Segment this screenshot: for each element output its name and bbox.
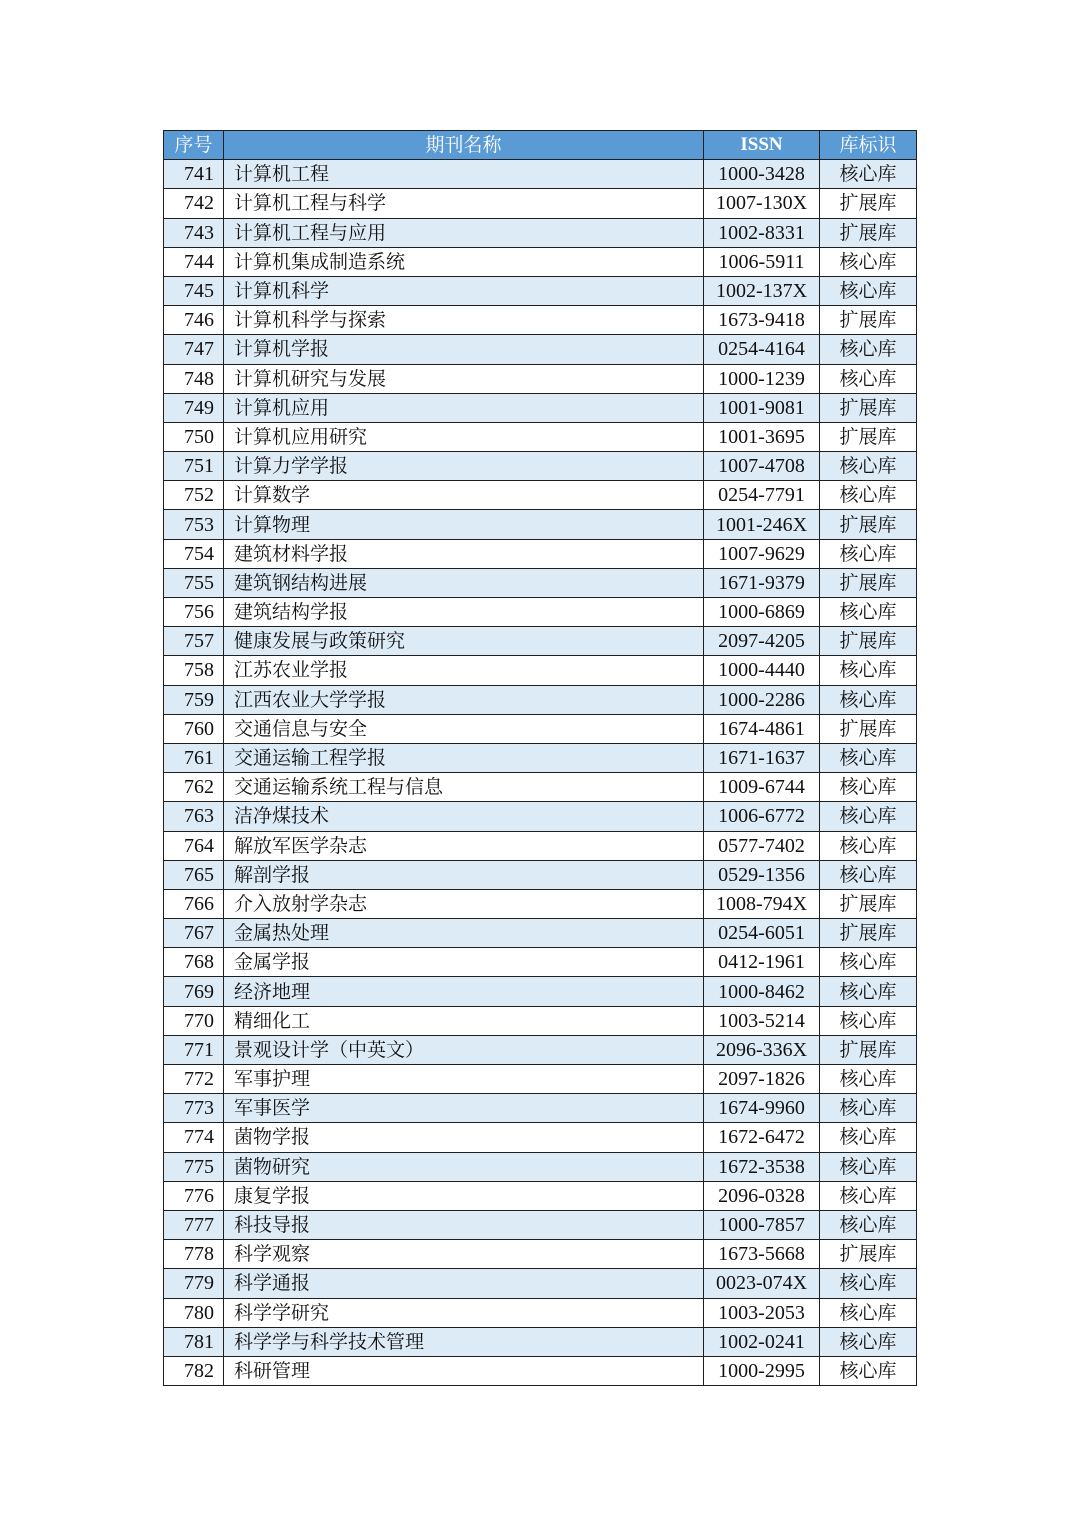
row-index-cell: 782 bbox=[164, 1356, 224, 1385]
journal-name-cell: 科学学研究 bbox=[224, 1298, 704, 1327]
row-index-cell: 743 bbox=[164, 218, 224, 247]
table-row bbox=[164, 919, 917, 948]
journal-name-cell: 江苏农业学报 bbox=[224, 656, 704, 685]
library-cell: 核心库 bbox=[820, 481, 917, 510]
library-cell: 核心库 bbox=[820, 1006, 917, 1035]
table-row bbox=[164, 1298, 917, 1327]
library-cell: 核心库 bbox=[820, 160, 917, 189]
issn-cell: 2097-4205 bbox=[704, 627, 820, 656]
table-row bbox=[164, 452, 917, 481]
row-index-cell: 748 bbox=[164, 364, 224, 393]
library-cell: 扩展库 bbox=[820, 1035, 917, 1064]
journal-name-cell: 科学观察 bbox=[224, 1240, 704, 1269]
table-row bbox=[164, 977, 917, 1006]
issn-cell: 1007-130X bbox=[704, 189, 820, 218]
journal-name-cell: 经济地理 bbox=[224, 977, 704, 1006]
table-row bbox=[164, 510, 917, 539]
row-index-cell: 772 bbox=[164, 1065, 224, 1094]
library-cell: 核心库 bbox=[820, 743, 917, 772]
table-body bbox=[164, 160, 917, 1386]
issn-cell: 1000-6869 bbox=[704, 598, 820, 627]
table-row bbox=[164, 1152, 917, 1181]
row-index-cell: 751 bbox=[164, 452, 224, 481]
journal-name-cell: 科研管理 bbox=[224, 1356, 704, 1385]
journal-name-cell: 菌物学报 bbox=[224, 1123, 704, 1152]
library-cell: 核心库 bbox=[820, 1094, 917, 1123]
library-cell: 核心库 bbox=[820, 247, 917, 276]
table-row bbox=[164, 1269, 917, 1298]
library-cell: 核心库 bbox=[820, 452, 917, 481]
library-cell: 扩展库 bbox=[820, 889, 917, 918]
issn-cell: 1000-8462 bbox=[704, 977, 820, 1006]
header-issn: ISSN bbox=[704, 131, 820, 160]
library-cell: 扩展库 bbox=[820, 714, 917, 743]
journal-name-cell: 科学通报 bbox=[224, 1269, 704, 1298]
library-cell: 核心库 bbox=[820, 1152, 917, 1181]
issn-cell: 1000-3428 bbox=[704, 160, 820, 189]
table-row bbox=[164, 831, 917, 860]
table-row bbox=[164, 1181, 917, 1210]
journal-name-cell: 计算机科学 bbox=[224, 276, 704, 305]
issn-cell: 1008-794X bbox=[704, 889, 820, 918]
journal-name-cell: 交通运输系统工程与信息 bbox=[224, 773, 704, 802]
issn-cell: 1002-8331 bbox=[704, 218, 820, 247]
issn-cell: 1000-7857 bbox=[704, 1210, 820, 1239]
library-cell: 核心库 bbox=[820, 977, 917, 1006]
table-row bbox=[164, 393, 917, 422]
row-index-cell: 756 bbox=[164, 598, 224, 627]
table-row bbox=[164, 598, 917, 627]
journal-name-cell: 军事护理 bbox=[224, 1065, 704, 1094]
library-cell: 扩展库 bbox=[820, 919, 917, 948]
row-index-cell: 747 bbox=[164, 335, 224, 364]
journal-name-cell: 计算机研究与发展 bbox=[224, 364, 704, 393]
issn-cell: 1006-6772 bbox=[704, 802, 820, 831]
journal-name-cell: 军事医学 bbox=[224, 1094, 704, 1123]
header-journal-name: 期刊名称 bbox=[224, 131, 704, 160]
row-index-cell: 779 bbox=[164, 1269, 224, 1298]
issn-cell: 1672-6472 bbox=[704, 1123, 820, 1152]
row-index-cell: 780 bbox=[164, 1298, 224, 1327]
journal-name-cell: 计算机科学与探索 bbox=[224, 306, 704, 335]
row-index-cell: 757 bbox=[164, 627, 224, 656]
row-index-cell: 766 bbox=[164, 889, 224, 918]
journal-name-cell: 计算物理 bbox=[224, 510, 704, 539]
table-row bbox=[164, 364, 917, 393]
row-index-cell: 763 bbox=[164, 802, 224, 831]
journal-name-cell: 计算机工程 bbox=[224, 160, 704, 189]
table-row bbox=[164, 743, 917, 772]
table-row bbox=[164, 1065, 917, 1094]
library-cell: 核心库 bbox=[820, 539, 917, 568]
row-index-cell: 741 bbox=[164, 160, 224, 189]
row-index-cell: 746 bbox=[164, 306, 224, 335]
issn-cell: 0023-074X bbox=[704, 1269, 820, 1298]
row-index-cell: 781 bbox=[164, 1327, 224, 1356]
table-row bbox=[164, 1240, 917, 1269]
table-row bbox=[164, 948, 917, 977]
table-row bbox=[164, 539, 917, 568]
issn-cell: 1001-3695 bbox=[704, 422, 820, 451]
row-index-cell: 762 bbox=[164, 773, 224, 802]
header-index: 序号 bbox=[164, 131, 224, 160]
journal-name-cell: 精细化工 bbox=[224, 1006, 704, 1035]
table-row bbox=[164, 656, 917, 685]
table-row bbox=[164, 685, 917, 714]
row-index-cell: 753 bbox=[164, 510, 224, 539]
library-cell: 扩展库 bbox=[820, 510, 917, 539]
library-cell: 扩展库 bbox=[820, 306, 917, 335]
row-index-cell: 776 bbox=[164, 1181, 224, 1210]
journal-name-cell: 交通信息与安全 bbox=[224, 714, 704, 743]
journal-name-cell: 建筑钢结构进展 bbox=[224, 568, 704, 597]
row-index-cell: 773 bbox=[164, 1094, 224, 1123]
journal-name-cell: 计算机应用 bbox=[224, 393, 704, 422]
library-cell: 核心库 bbox=[820, 276, 917, 305]
issn-cell: 0254-4164 bbox=[704, 335, 820, 364]
issn-cell: 1673-5668 bbox=[704, 1240, 820, 1269]
library-cell: 核心库 bbox=[820, 1269, 917, 1298]
table-header-row bbox=[164, 131, 917, 160]
row-index-cell: 775 bbox=[164, 1152, 224, 1181]
row-index-cell: 752 bbox=[164, 481, 224, 510]
library-cell: 核心库 bbox=[820, 656, 917, 685]
row-index-cell: 759 bbox=[164, 685, 224, 714]
table-row bbox=[164, 1094, 917, 1123]
journal-name-cell: 康复学报 bbox=[224, 1181, 704, 1210]
journal-name-cell: 景观设计学（中英文） bbox=[224, 1035, 704, 1064]
row-index-cell: 778 bbox=[164, 1240, 224, 1269]
row-index-cell: 745 bbox=[164, 276, 224, 305]
library-cell: 核心库 bbox=[820, 335, 917, 364]
library-cell: 核心库 bbox=[820, 1210, 917, 1239]
table-row bbox=[164, 1327, 917, 1356]
library-cell: 核心库 bbox=[820, 802, 917, 831]
library-cell: 核心库 bbox=[820, 685, 917, 714]
journal-name-cell: 健康发展与政策研究 bbox=[224, 627, 704, 656]
table-row bbox=[164, 218, 917, 247]
table-row bbox=[164, 306, 917, 335]
issn-cell: 1006-5911 bbox=[704, 247, 820, 276]
library-cell: 核心库 bbox=[820, 364, 917, 393]
row-index-cell: 742 bbox=[164, 189, 224, 218]
issn-cell: 1007-4708 bbox=[704, 452, 820, 481]
issn-cell: 1671-1637 bbox=[704, 743, 820, 772]
journal-name-cell: 解放军医学杂志 bbox=[224, 831, 704, 860]
issn-cell: 1674-9960 bbox=[704, 1094, 820, 1123]
table-row bbox=[164, 1123, 917, 1152]
row-index-cell: 777 bbox=[164, 1210, 224, 1239]
table-row bbox=[164, 335, 917, 364]
library-cell: 扩展库 bbox=[820, 189, 917, 218]
library-cell: 核心库 bbox=[820, 948, 917, 977]
row-index-cell: 750 bbox=[164, 422, 224, 451]
row-index-cell: 767 bbox=[164, 919, 224, 948]
issn-cell: 1001-9081 bbox=[704, 393, 820, 422]
table-row bbox=[164, 714, 917, 743]
issn-cell: 0254-7791 bbox=[704, 481, 820, 510]
journal-name-cell: 计算机学报 bbox=[224, 335, 704, 364]
issn-cell: 1009-6744 bbox=[704, 773, 820, 802]
library-cell: 核心库 bbox=[820, 860, 917, 889]
issn-cell: 1674-4861 bbox=[704, 714, 820, 743]
journal-name-cell: 菌物研究 bbox=[224, 1152, 704, 1181]
journal-name-cell: 计算机集成制造系统 bbox=[224, 247, 704, 276]
issn-cell: 1000-1239 bbox=[704, 364, 820, 393]
table-row bbox=[164, 422, 917, 451]
library-cell: 扩展库 bbox=[820, 568, 917, 597]
library-cell: 核心库 bbox=[820, 1327, 917, 1356]
issn-cell: 2096-336X bbox=[704, 1035, 820, 1064]
issn-cell: 1673-9418 bbox=[704, 306, 820, 335]
table-row bbox=[164, 802, 917, 831]
library-cell: 扩展库 bbox=[820, 1240, 917, 1269]
journal-name-cell: 科技导报 bbox=[224, 1210, 704, 1239]
journal-name-cell: 交通运输工程学报 bbox=[224, 743, 704, 772]
journal-name-cell: 江西农业大学学报 bbox=[224, 685, 704, 714]
row-index-cell: 774 bbox=[164, 1123, 224, 1152]
library-cell: 核心库 bbox=[820, 1356, 917, 1385]
issn-cell: 1672-3538 bbox=[704, 1152, 820, 1181]
journal-name-cell: 计算机工程与应用 bbox=[224, 218, 704, 247]
library-cell: 扩展库 bbox=[820, 627, 917, 656]
table-row bbox=[164, 160, 917, 189]
library-cell: 核心库 bbox=[820, 773, 917, 802]
journal-name-cell: 计算机工程与科学 bbox=[224, 189, 704, 218]
library-cell: 核心库 bbox=[820, 1123, 917, 1152]
journal-name-cell: 计算机应用研究 bbox=[224, 422, 704, 451]
issn-cell: 1671-9379 bbox=[704, 568, 820, 597]
row-index-cell: 761 bbox=[164, 743, 224, 772]
row-index-cell: 770 bbox=[164, 1006, 224, 1035]
journal-name-cell: 解剖学报 bbox=[224, 860, 704, 889]
row-index-cell: 769 bbox=[164, 977, 224, 1006]
table-row bbox=[164, 189, 917, 218]
library-cell: 核心库 bbox=[820, 1065, 917, 1094]
issn-cell: 1000-4440 bbox=[704, 656, 820, 685]
journal-name-cell: 介入放射学杂志 bbox=[224, 889, 704, 918]
table-row bbox=[164, 276, 917, 305]
issn-cell: 1001-246X bbox=[704, 510, 820, 539]
library-cell: 核心库 bbox=[820, 831, 917, 860]
header-library: 库标识 bbox=[820, 131, 917, 160]
issn-cell: 1007-9629 bbox=[704, 539, 820, 568]
library-cell: 核心库 bbox=[820, 1298, 917, 1327]
issn-cell: 1003-5214 bbox=[704, 1006, 820, 1035]
row-index-cell: 754 bbox=[164, 539, 224, 568]
issn-cell: 1002-0241 bbox=[704, 1327, 820, 1356]
table-row bbox=[164, 1035, 917, 1064]
issn-cell: 1002-137X bbox=[704, 276, 820, 305]
issn-cell: 2096-0328 bbox=[704, 1181, 820, 1210]
row-index-cell: 755 bbox=[164, 568, 224, 597]
journal-name-cell: 建筑结构学报 bbox=[224, 598, 704, 627]
table-row bbox=[164, 627, 917, 656]
table-row bbox=[164, 481, 917, 510]
issn-cell: 0412-1961 bbox=[704, 948, 820, 977]
row-index-cell: 771 bbox=[164, 1035, 224, 1064]
issn-cell: 0529-1356 bbox=[704, 860, 820, 889]
row-index-cell: 768 bbox=[164, 948, 224, 977]
table-row bbox=[164, 773, 917, 802]
table-row bbox=[164, 1356, 917, 1385]
journal-name-cell: 建筑材料学报 bbox=[224, 539, 704, 568]
journal-table bbox=[163, 130, 917, 1386]
table-row bbox=[164, 247, 917, 276]
library-cell: 核心库 bbox=[820, 1181, 917, 1210]
library-cell: 扩展库 bbox=[820, 218, 917, 247]
table-row bbox=[164, 860, 917, 889]
row-index-cell: 749 bbox=[164, 393, 224, 422]
issn-cell: 0254-6051 bbox=[704, 919, 820, 948]
issn-cell: 1003-2053 bbox=[704, 1298, 820, 1327]
library-cell: 核心库 bbox=[820, 598, 917, 627]
table-row bbox=[164, 889, 917, 918]
table-row bbox=[164, 1006, 917, 1035]
issn-cell: 1000-2286 bbox=[704, 685, 820, 714]
table-row bbox=[164, 1210, 917, 1239]
row-index-cell: 758 bbox=[164, 656, 224, 685]
row-index-cell: 760 bbox=[164, 714, 224, 743]
journal-name-cell: 金属学报 bbox=[224, 948, 704, 977]
table-row bbox=[164, 568, 917, 597]
library-cell: 扩展库 bbox=[820, 393, 917, 422]
journal-name-cell: 金属热处理 bbox=[224, 919, 704, 948]
journal-name-cell: 计算力学学报 bbox=[224, 452, 704, 481]
issn-cell: 1000-2995 bbox=[704, 1356, 820, 1385]
issn-cell: 2097-1826 bbox=[704, 1065, 820, 1094]
journal-name-cell: 洁净煤技术 bbox=[224, 802, 704, 831]
issn-cell: 0577-7402 bbox=[704, 831, 820, 860]
row-index-cell: 744 bbox=[164, 247, 224, 276]
journal-name-cell: 科学学与科学技术管理 bbox=[224, 1327, 704, 1356]
row-index-cell: 765 bbox=[164, 860, 224, 889]
journal-name-cell: 计算数学 bbox=[224, 481, 704, 510]
library-cell: 扩展库 bbox=[820, 422, 917, 451]
row-index-cell: 764 bbox=[164, 831, 224, 860]
